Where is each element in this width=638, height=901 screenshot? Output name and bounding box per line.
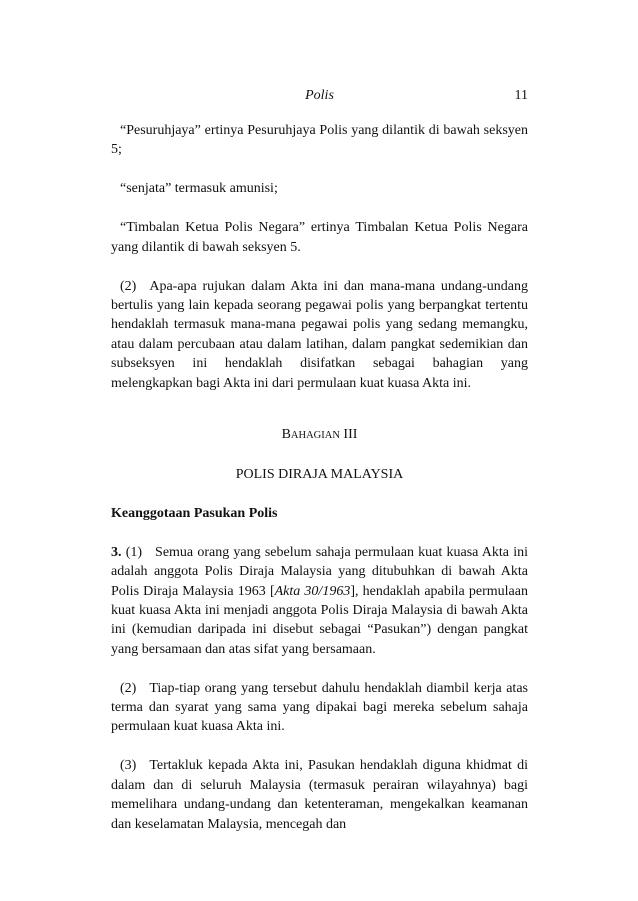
- definition-term: “Timbalan Ketua Polis Negara”: [120, 220, 306, 236]
- page-number: 11: [514, 88, 528, 103]
- page-body: [111, 121, 528, 853]
- definition-term: “Pesuruhjaya”: [120, 123, 201, 138]
- section-3-subsection-1: 3. (1) Semua orang yang sebelum sahaja permulaan kuat kuasa Akta ini adalah anggota Polis Diraja Malaysia yang ditubuhkan di bawah Akta Polis Diraja Malaysia 1963 [Akta 30/1963], hendaklah apabila permulaan kuat kuasa Akta ini menjadi anggota Polis Diraja Malaysia di bawah Akta ini (kemudian daripada ini disebut sebagai “Pasukan”) dengan pangkat yang bersamaan dan atas sifat yang bersamaan.: [111, 544, 529, 657]
- definition-text: ertinya Timbalan Ketua Polis Negara yang dilantik di bawah seksyen 5.: [111, 220, 528, 255]
- definition-text: ertinya Pesuruhjaya Polis yang dilantik di bawah seksyen 5;: [111, 123, 528, 158]
- running-header: [111, 88, 528, 108]
- section-3-subsection-3: (3) Tertakluk kepada Akta ini, Pasukan hendaklah diguna khidmat di dalam dan di seluruh Malaysia (termasuk perairan wilayahnya) bagi memelihara undang-undang dan ketenteraman, mengekalkan keamanan dan keselamatan Malaysia, mencegah dan: [111, 758, 528, 832]
- definition-text: termasuk amunisi;: [171, 181, 278, 197]
- definition-pesuruhjaya: [111, 121, 528, 160]
- subsection-2: [111, 277, 528, 393]
- part-label: BAHAGIAN III: [281, 426, 358, 442]
- definition-term: “senjata”: [120, 181, 172, 197]
- subsection-text: Apa-apa rujukan dalam Akta ini dan mana-mana undang-undang bertulis yang lain kepada seorang pegawai polis yang berpangkat tertentu hendaklah termasuk mana-mana pegawai polis yang sedang memangku, atau dalam percubaan atau dalam latihan, dalam pangkat sedemikian dan subseksyen ini hendaklah disifatkan sebagai bahagian yang melengkapkan bagi Akta ini dari permulaan kuat kuasa Akta ini.: [111, 278, 528, 391]
- section-heading: Keanggotaan Pasukan Polis: [111, 505, 278, 521]
- section-number: 3.: [111, 544, 122, 560]
- definition-senjata: [111, 179, 528, 198]
- section-3-subsection-2: (2) Tiap-tiap orang yang tersebut dahulu hendaklah diambil kerja atas terma dan syarat yang sama yang dipakai bagi mereka sebelum sahaja permulaan kuat kuasa Akta ini.: [111, 680, 528, 735]
- header-title: Polis: [305, 88, 334, 103]
- part-title: POLIS DIRAJA MALAYSIA: [235, 466, 404, 482]
- subsection-number: (2): [120, 680, 137, 696]
- subsection-number: (1): [125, 544, 143, 560]
- subsection-number: (2): [120, 278, 137, 294]
- definition-timbalan-ketua-polis-negara: [111, 218, 528, 257]
- subsection-number: (3): [120, 758, 137, 774]
- act-citation: Akta 30/1963: [274, 583, 351, 599]
